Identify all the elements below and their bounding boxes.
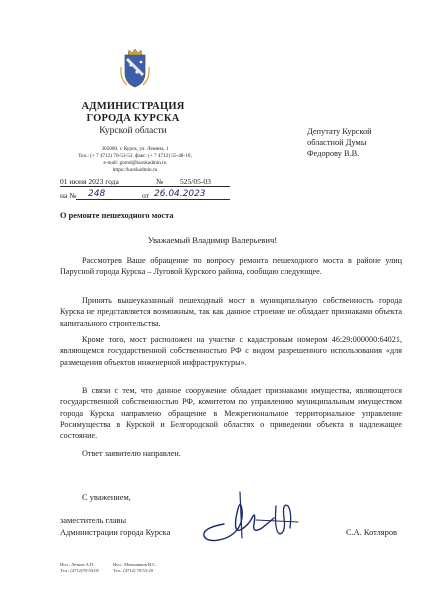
divider bbox=[60, 186, 230, 187]
kursk-coat-of-arms-icon bbox=[118, 47, 152, 89]
phone-line: Тел.: (+ 7 4712) 70-53-53, факс: (+ 7 4712) 55-48-16; bbox=[78, 153, 192, 159]
body-paragraph: Кроме того, мост расположен на участке с кадастровым номером 46:29:000000:64021, являющемся государственной собственностью РФ с видом разрешенного использования «для размещения объектов инженерной инфраструктуры». bbox=[60, 335, 402, 367]
signer-position-line1: заместитель главы bbox=[60, 516, 127, 525]
executor-1-name: Исп.: Летков А.П. bbox=[60, 562, 95, 567]
website-line: https://kurskadmin.ru bbox=[112, 167, 158, 173]
body-paragraph: Ответ заявителю направлен. bbox=[82, 449, 181, 458]
reference-number: 248 bbox=[88, 189, 106, 199]
date-number-line bbox=[60, 177, 230, 186]
signer-name: С.А. Котляров bbox=[346, 528, 397, 537]
number-label: № bbox=[156, 177, 164, 186]
executor-2 bbox=[113, 562, 156, 574]
reference-label: на № bbox=[60, 191, 77, 200]
body-paragraph: Рассмотрев Ваше обращение по вопросу ремонта пешеходного моста в районе улиц Парусной города Курска – Луговой Курского района, сообщаю следующее. bbox=[60, 256, 402, 277]
executor-1 bbox=[60, 562, 99, 574]
executor-2-name: Исп.: Меньшиков И.С. bbox=[113, 562, 157, 567]
executor-2-phone: Тел.: (4712) 70-53-29 bbox=[113, 568, 153, 573]
signer-position-line2: Администрации города Курска bbox=[60, 528, 171, 537]
body-paragraph: Принять вышеуказанный пешеходный мост в муниципальную собственность города Курска не представляется возможным, так как данное строение не обладает признаками объекта капитального строительства. bbox=[60, 296, 402, 328]
recipient-line3: Федорову В.В. bbox=[307, 149, 360, 158]
handwritten-signature-icon bbox=[196, 488, 306, 548]
email-line: e-mail: gorod@kurskadmin.ru bbox=[103, 160, 167, 166]
recipient-line2: областной Думы bbox=[307, 138, 367, 147]
reference-date: 26.04.2023 bbox=[154, 189, 206, 199]
org-region: Курской области bbox=[99, 126, 167, 136]
body-paragraph: В связи с тем, что данное сооружение обладает признаками имущества, являющегося государственной собственностью РФ, комитетом по управлению муниципальным имуществом города Курска направлено обращение в Межрегиональное территориальное управление Росимущества в Курской и Белгородской областях о приведении объекта в надлежащее состояние. bbox=[60, 386, 402, 441]
recipient-line1: Депутату Курской bbox=[307, 127, 372, 136]
org-name-line2: ГОРОДА КУРСКА bbox=[86, 113, 180, 124]
reference-from-label: от bbox=[142, 191, 149, 200]
executor-1-phone: Тел.: (4712)70-54-05 bbox=[60, 568, 99, 573]
registration-number: 525/05-03 bbox=[180, 177, 211, 186]
address-line: 305000, г. Курск, ул. Ленина, 1 bbox=[101, 146, 169, 152]
org-name-line1: АДМИНИСТРАЦИЯ bbox=[81, 101, 185, 112]
letter-subject: О ремонте пешеходного моста bbox=[60, 211, 174, 220]
divider bbox=[76, 199, 230, 200]
closing-regards: С уважением, bbox=[82, 493, 131, 502]
greeting: Уважаемый Владимир Валерьевич! bbox=[147, 235, 278, 245]
letter-date: 01 июня 2023 года bbox=[60, 177, 119, 186]
